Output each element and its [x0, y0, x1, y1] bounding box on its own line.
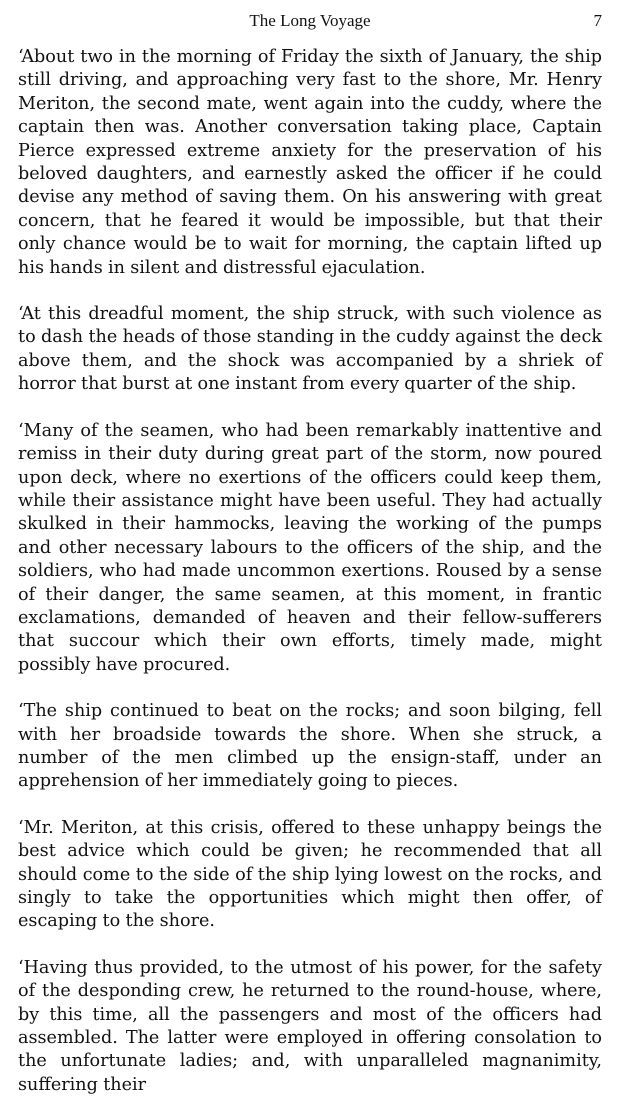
paragraph: ‘Mr. Meriton, at this crisis, offered to these unhappy beings the best advice which could be given; he recommended that all should come to the side of the ship lying lowest on the rocks, and singly to take the opportunities which might then offer, of escaping to the shore.: [18, 817, 602, 932]
running-header: [18, 11, 602, 33]
paragraph: ‘About two in the morning of Friday the sixth of January, the ship still driving, and approaching very fast to the shore, Mr. Henry Meriton, the second mate, went again into the cuddy, where the captain then was. Another conversation taking place, Captain Pierce expressed extreme anxiety for the preservation of his beloved daughters, and earnestly asked the officer if he could devise any method of saving them. On his answering with great concern, that he feared it would be impossible, but that their only chance would be to wait for morning, the captain lifted up his hands in silent and distressful ejaculation.: [18, 47, 602, 278]
book-title: The Long Voyage: [249, 11, 371, 30]
page-body: [18, 46, 602, 1120]
paragraph: ‘Many of the seamen, who had been remarkably inattentive and remiss in their duty during great part of the storm, now poured upon deck, where no exertions of the officers could keep them, while their assistance might have been useful. They had actually skulked in their hammocks, leaving the working of the pumps and other necessary labours to the officers of the ship, and the soldiers, who had made uncommon exertions. Roused by a sense of their danger, the same seamen, at this moment, in frantic exclamations, demanded of heaven and their fellow-sufferers that succour which their own efforts, timely made, might possibly have procured.: [18, 420, 602, 675]
paragraph: ‘At this dreadful moment, the ship struck, with such violence as to dash the heads of those standing in the cuddy against the deck above them, and the shock was accompanied by a shriek of horror that burst at one instant from every quarter of the ship.: [18, 304, 602, 395]
paragraph: ‘Having thus provided, to the utmost of his power, for the safety of the desponding crew, he returned to the round-house, where, by this time, all the passengers and most of the officers had assembled. The latter were employed in offering consolation to the unfortunate ladies; and, with unparalleled magnanimity, suffering their: [18, 957, 602, 1095]
page-number: 7: [593, 11, 602, 30]
paragraph: ‘The ship continued to beat on the rocks; and soon bilging, fell with her broadside towards the shore. When she struck, a number of the men climbed up the ensign-staff, under an apprehension of her immediately going to pieces.: [18, 701, 602, 792]
